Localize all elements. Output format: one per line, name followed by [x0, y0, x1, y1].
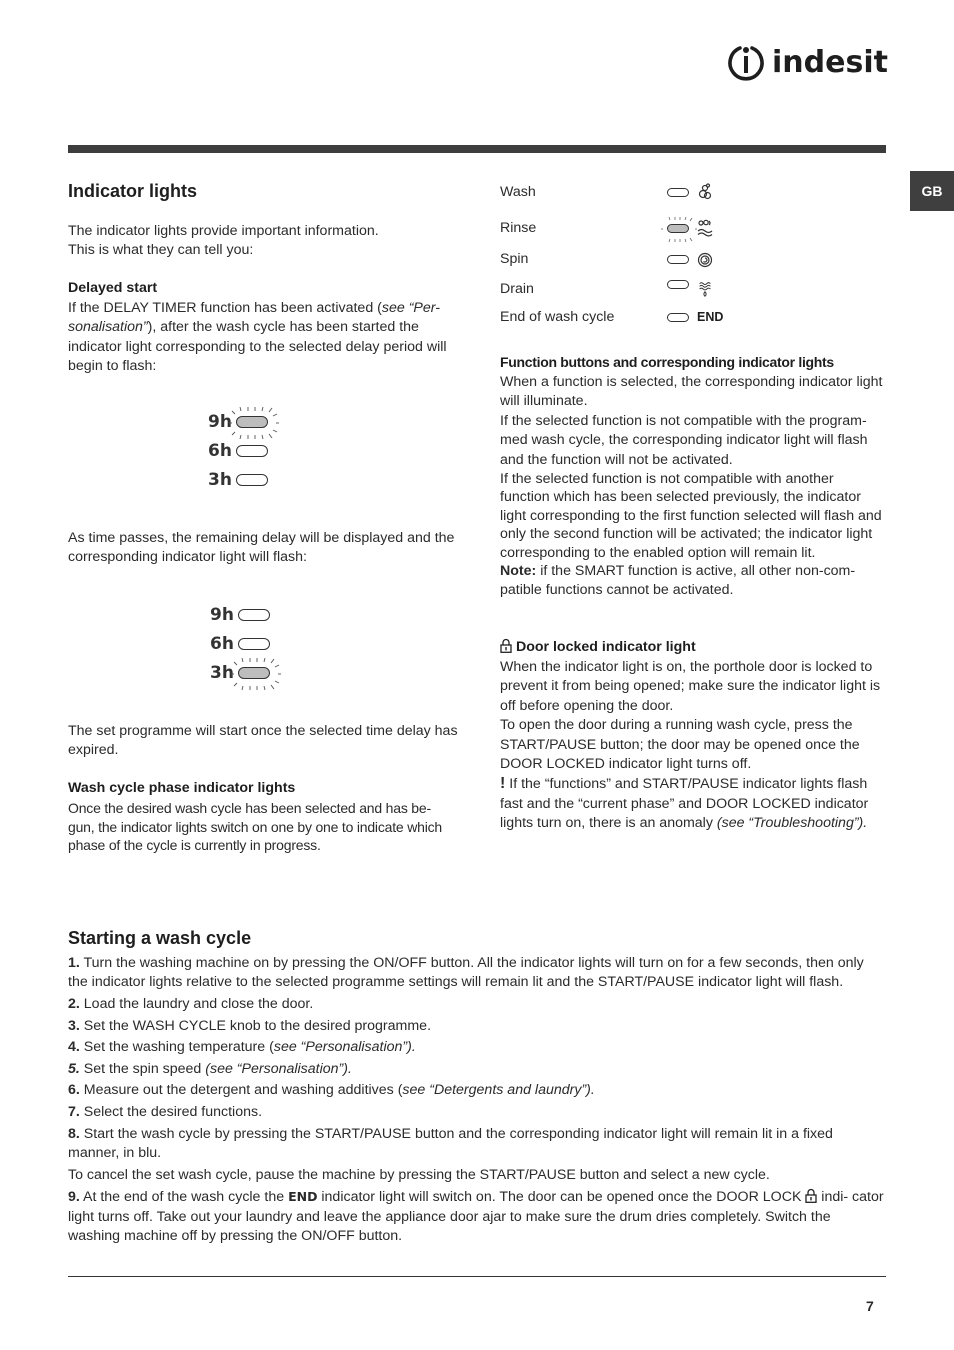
- timer-indicator: [236, 445, 268, 457]
- step-3: 3. Set the WASH CYCLE knob to the desired programme.: [68, 1017, 432, 1034]
- cancel-note: To cancel the set wash cycle, pause the machine by pressing the START/PAUSE button and select a new cycle.: [68, 1166, 770, 1183]
- phase-drain: [500, 280, 760, 298]
- end-text: END: [697, 310, 724, 324]
- padlock-icon: [805, 1188, 817, 1203]
- indicator-lights-title: Indicator lights: [68, 181, 198, 201]
- function-paragraph: If the selected function is not compatible with another function which has been selected previously, the indicator light corresponding to the first function selected will flash and only the second function will be activated; the indicator light corresponding to the enabled option will remain lit.: [500, 471, 882, 561]
- step-8: 8. Start the wash cycle by pressing the START/PAUSE button and the corresponding indicator light will remain lit in a fixed manner, in blu.: [68, 1125, 833, 1161]
- phase-wash: [500, 183, 760, 201]
- phase-rinse: [500, 219, 760, 237]
- timer-3h: [210, 663, 270, 683]
- timer-label: 9h: [208, 412, 232, 432]
- programme-start-text: The set programme will start once the selected time delay has expired.: [68, 723, 458, 759]
- step-1: 1. Turn the washing machine on by pressing the ON/OFF button. All the indicator lights will turn on for a few seconds, then only the indicator lights relative to the selected programme settings will remain lit and the START/PAUSE indicator light will flash.: [68, 955, 864, 991]
- step-4: 4. Set the washing temperature (see “Personalisation”).: [68, 1039, 416, 1056]
- starting-wash-cycle-title: Starting a wash cycle: [68, 928, 252, 948]
- phase-label: Rinse: [500, 220, 537, 236]
- phase-label: Drain: [500, 281, 534, 297]
- function-paragraph: If the selected function is not compatible with the program- med wash cycle, the corresponding indicator light will flash and the function will not be activated.: [500, 412, 868, 468]
- timer-indicator: [238, 609, 270, 621]
- timer-indicator: [236, 474, 268, 486]
- timer-indicator-lit: [236, 416, 268, 428]
- timer-6h: [208, 441, 268, 461]
- phase-end: [500, 309, 760, 325]
- timer-label: 3h: [208, 470, 232, 490]
- page-number: 7: [866, 1298, 874, 1314]
- function-paragraph: When a function is selected, the corresponding indicator light will illuminate.: [500, 374, 883, 410]
- indesit-logo: [726, 40, 888, 84]
- timer-9h: [210, 605, 270, 625]
- timer-label: 6h: [210, 634, 234, 654]
- phase-spin: [500, 250, 760, 268]
- phase-indicator-lit: [667, 224, 689, 233]
- phase-lights-heading: Wash cycle phase indicator lights: [68, 780, 296, 796]
- phase-lights-text: Once the desired wash cycle has been selected and has be- gun, the indicator lights switch on one by one to indicate which phase of the cycle is currently in progress.: [68, 800, 442, 854]
- header-rule: [68, 145, 886, 153]
- phase-label: Wash: [500, 184, 536, 200]
- phase-indicator: [667, 255, 689, 264]
- timer-label: 3h: [210, 663, 234, 683]
- timer-label: 6h: [208, 441, 232, 461]
- drain-icon: [697, 280, 713, 298]
- phase-label: Spin: [500, 251, 529, 267]
- function-buttons-text: [500, 373, 886, 601]
- start-steps: [68, 954, 886, 1249]
- door-locked-heading-text: Door locked indicator light: [515, 639, 696, 655]
- door-paragraph: When the indicator light is on, the porthole door is locked to prevent it from being opened; make sure the indicator light is off before opening the door.: [500, 659, 881, 714]
- flash-rays-icon: [231, 658, 281, 690]
- door-locked-heading: [500, 638, 696, 657]
- intro-line-1: The indicator lights provide important information.: [68, 223, 379, 239]
- step-9: 9. At the end of the wash cycle the END indicator light will switch on. The door can be opened once the DOOR LOCK indi- cator light turns off. Take out your laundry and leave the appliance door ajar to make sure the drum dries completely. Switch the washing machine off by pressing the ON/OFF button.: [68, 1189, 884, 1244]
- door-locked-text: [500, 658, 886, 834]
- timer-9h: [208, 412, 268, 432]
- end-symbol: END: [288, 1189, 318, 1205]
- padlock-icon: [500, 638, 512, 653]
- step-5: 5. Set the spin speed (see “Personalisation”).: [68, 1060, 352, 1077]
- timer-label: 9h: [210, 605, 234, 625]
- timer-3h: [208, 470, 268, 490]
- wash-icon: [697, 183, 713, 201]
- rinse-icon: [697, 219, 713, 237]
- phase-indicator: [667, 280, 689, 289]
- language-tab: [910, 171, 954, 211]
- time-passes-text: As time passes, the remaining delay will be displayed and the corresponding indicator light will flash:: [68, 530, 455, 566]
- footer-rule: [68, 1276, 886, 1277]
- step-6: 6. Measure out the detergent and washing additives (see “Detergents and laundry”).: [68, 1082, 595, 1099]
- language-tab-label: GB: [921, 183, 943, 199]
- brand-name: indesit: [772, 44, 888, 80]
- door-paragraph: To open the door during a running wash cycle, press the START/PAUSE button; the door may be opened once the DOOR LOCKED indicator light turns off.: [500, 717, 860, 773]
- intro-line-2: This is what they can tell you:: [68, 242, 254, 258]
- phase-indicator: [667, 188, 689, 197]
- indesit-logo-icon: [726, 42, 766, 82]
- timer-indicator: [238, 638, 270, 650]
- function-buttons-heading: Function buttons and corresponding indicator lights: [500, 354, 834, 370]
- phase-indicator: [667, 313, 689, 322]
- timer-6h: [210, 634, 270, 654]
- phase-label: End of wash cycle: [500, 309, 615, 325]
- door-warning: ! If the “functions” and START/PAUSE indicator lights flash fast and the “current phase” and DOOR LOCKED indicator lights turn on, there is an anomaly (see “Troubleshooting”).: [500, 775, 869, 832]
- timer-indicator-lit: [238, 667, 270, 679]
- spin-icon: [697, 250, 713, 268]
- flash-rays-icon: [229, 407, 279, 439]
- delayed-start-heading: Delayed start: [68, 280, 158, 296]
- function-note: Note: if the SMART function is active, all other non-com- patible functions cannot be activated.: [500, 563, 856, 599]
- flash-rays-icon: [661, 217, 697, 242]
- delayed-start-text: If the DELAY TIMER function has been activated (see “Per- sonalisation”), after the wash cycle has been started the indicator light corresponding to the selected delay period will begin to flash:: [68, 300, 447, 375]
- step-7: 7. Select the desired functions.: [68, 1103, 263, 1120]
- step-2: 2. Load the laundry and close the door.: [68, 996, 314, 1012]
